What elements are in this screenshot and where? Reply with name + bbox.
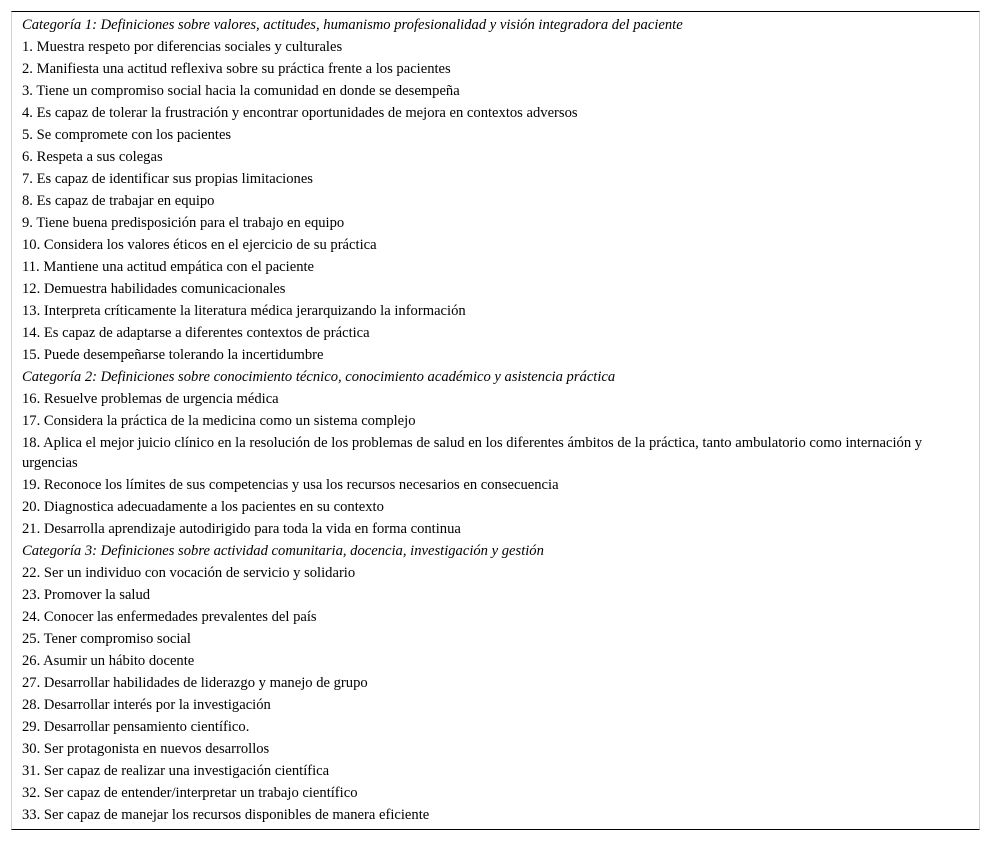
category-1-heading: Categoría 1: Definiciones sobre valores, actitudes, humanismo profesionalidad y visión integradora del paciente (22, 17, 683, 33)
table-row: 26. Asumir un hábito docente (22, 653, 195, 669)
table-row: 33. Ser capaz de manejar los recursos disponibles de manera eficiente (22, 807, 430, 823)
table-row: 29. Desarrollar pensamiento científico. (22, 719, 250, 735)
table-row: 24. Conocer las enfermedades prevalentes del país (22, 609, 317, 625)
table-row: 23. Promover la salud (22, 587, 151, 603)
table-row: 9. Tiene buena predisposición para el trabajo en equipo (22, 215, 345, 231)
table-row: 15. Puede desempeñarse tolerando la incertidumbre (22, 347, 324, 363)
table-row: 19. Reconoce los límites de sus competencias y usa los recursos necesarios en consecuencia (22, 477, 559, 493)
table-row: 2. Manifiesta una actitud reflexiva sobre su práctica frente a los pacientes (22, 61, 451, 77)
category-2-heading: Categoría 2: Definiciones sobre conocimiento técnico, conocimiento académico y asistencia práctica (22, 369, 616, 385)
category-3-heading: Categoría 3: Definiciones sobre actividad comunitaria, docencia, investigación y gestión (22, 543, 544, 559)
table-row: 31. Ser capaz de realizar una investigación científica (22, 763, 330, 779)
table-row: 12. Demuestra habilidades comunicacionales (22, 281, 286, 297)
table-row: 4. Es capaz de tolerar la frustración y encontrar oportunidades de mejora en contextos adversos (22, 105, 578, 121)
table-row: 28. Desarrollar interés por la investigación (22, 697, 271, 713)
table-row: 5. Se compromete con los pacientes (22, 127, 232, 143)
table-row: 18. Aplica el mejor juicio clínico en la resolución de los problemas de salud en los diferentes ámbitos de la práctica, tanto ambulatorio como internación y urgencias (22, 435, 923, 471)
table-row: 27. Desarrollar habilidades de liderazgo y manejo de grupo (22, 675, 368, 691)
competencies-table (11, 11, 980, 830)
table-row: 8. Es capaz de trabajar en equipo (22, 193, 215, 209)
table-row: 7. Es capaz de identificar sus propias limitaciones (22, 171, 313, 187)
table-row: 30. Ser protagonista en nuevos desarrollos (22, 741, 270, 757)
table-row: 10. Considera los valores éticos en el ejercicio de su práctica (22, 237, 377, 253)
table-row: 3. Tiene un compromiso social hacia la comunidad en donde se desempeña (22, 83, 460, 99)
table-row: 20. Diagnostica adecuadamente a los pacientes en su contexto (22, 499, 384, 515)
table-row: 16. Resuelve problemas de urgencia médica (22, 391, 279, 407)
table-row: 17. Considera la práctica de la medicina como un sistema complejo (22, 413, 416, 429)
table-row: 1. Muestra respeto por diferencias sociales y culturales (22, 39, 343, 55)
table-row: 22. Ser un individuo con vocación de servicio y solidario (22, 565, 356, 581)
table-row: 11. Mantiene una actitud empática con el paciente (22, 259, 315, 275)
table-row: 25. Tener compromiso social (22, 631, 191, 647)
table-row: 6. Respeta a sus colegas (22, 149, 163, 165)
table-row: 21. Desarrolla aprendizaje autodirigido para toda la vida en forma continua (22, 521, 461, 537)
table-row: 13. Interpreta críticamente la literatura médica jerarquizando la información (22, 303, 466, 319)
table-row: 32. Ser capaz de entender/interpretar un trabajo científico (22, 785, 358, 801)
table-row: 14. Es capaz de adaptarse a diferentes contextos de práctica (22, 325, 370, 341)
